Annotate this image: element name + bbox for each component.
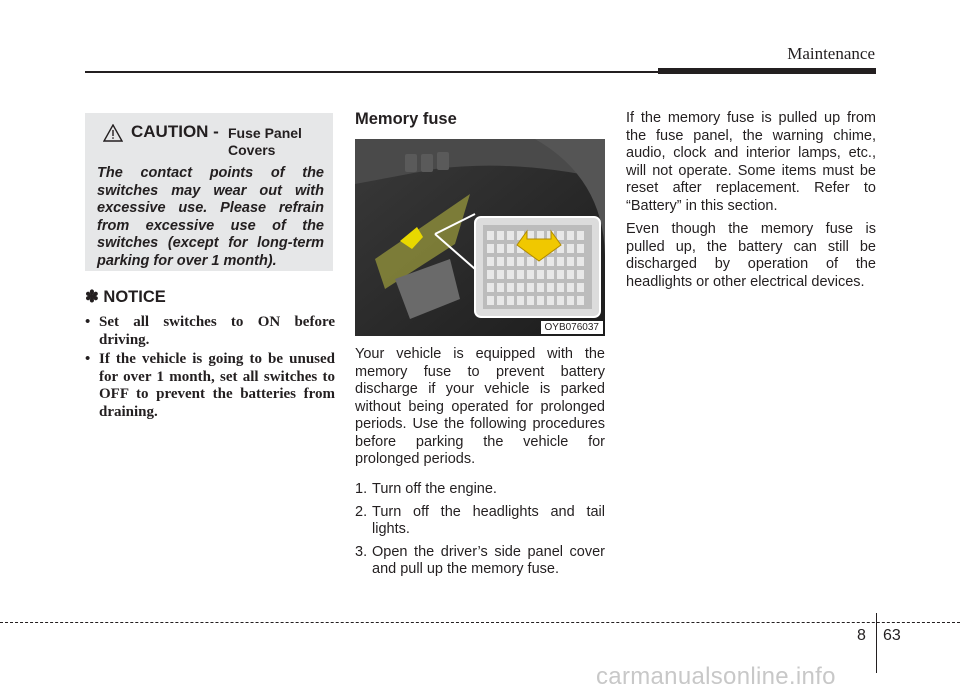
section-title: Memory fuse bbox=[355, 110, 457, 128]
footer-divider bbox=[876, 613, 877, 673]
step-text: Turn off the headlights and tail lights. bbox=[372, 503, 605, 537]
procedure-steps bbox=[355, 481, 605, 584]
fuse-panel-illustration bbox=[355, 139, 605, 336]
figure-code: OYB076037 bbox=[541, 321, 604, 334]
battery-discharge-note: Even though the memory fuse is pulled up, the battery can still be discharged by operation of the headlights or other electrical devices. bbox=[626, 221, 876, 290]
caution-subject-line1: Fuse Panel bbox=[228, 125, 302, 141]
step-text: Turn off the engine. bbox=[372, 481, 497, 497]
page-chapter: 8 bbox=[857, 627, 866, 644]
notice-title: ✽ NOTICE bbox=[85, 288, 166, 306]
right-column bbox=[626, 110, 876, 297]
notice-item: • Set all switches to ON before driving. bbox=[85, 314, 335, 349]
procedure-step bbox=[355, 481, 605, 499]
memory-fuse-intro: Your vehicle is equipped with the memory fuse to prevent battery discharge if your vehicle is parked without being operated for prolonged periods. Use the following procedures before parking the vehicle for prolonged periods. bbox=[355, 346, 605, 467]
header-title: Maintenance bbox=[787, 44, 875, 63]
caution-box bbox=[85, 113, 333, 271]
header-rule-accent bbox=[658, 68, 876, 74]
notice-list bbox=[85, 314, 335, 423]
footer-rule bbox=[0, 622, 960, 623]
step-number: 3. bbox=[355, 543, 368, 560]
step-text: Open the driver’s side panel cover and pull up the memory fuse. bbox=[372, 543, 605, 577]
header-rule bbox=[85, 71, 660, 73]
caution-label: CAUTION - bbox=[131, 122, 219, 141]
page-number: 63 bbox=[883, 627, 901, 644]
step-number: 2. bbox=[355, 503, 368, 520]
caution-header bbox=[97, 121, 324, 165]
caution-text: The contact points of the switches may wear out with excessive use. Please refrain from excessive use of the switches (except for long-term parking for over 1 month). bbox=[97, 165, 324, 269]
step-number: 1. bbox=[355, 481, 368, 497]
warning-triangle-icon bbox=[103, 124, 123, 142]
memory-fuse-removal-note: If the memory fuse is pulled up from the fuse panel, the warning chime, audio, clock and interior lamps, etc., will not operate. Some items must be reset after replacement. Refer to “Battery” in this section. bbox=[626, 110, 876, 214]
memory-fuse-figure bbox=[355, 139, 605, 336]
notice-item: • If the vehicle is going to be unused for over 1 month, set all switches to OFF to prevent the batteries from draining. bbox=[85, 351, 335, 421]
procedure-step bbox=[355, 504, 605, 539]
procedure-step bbox=[355, 544, 605, 579]
watermark: carmanualsonline.info bbox=[596, 663, 836, 690]
caution-subject-line2: Covers bbox=[228, 142, 276, 158]
